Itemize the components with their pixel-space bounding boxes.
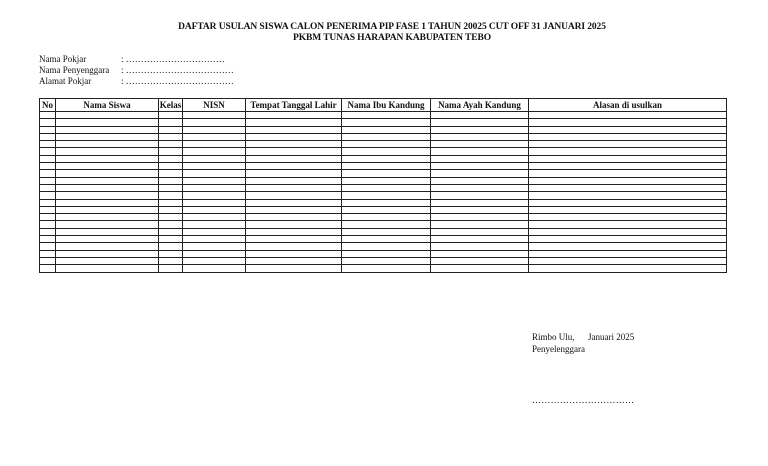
table-cell[interactable] (183, 199, 246, 206)
table-cell[interactable] (246, 112, 342, 119)
table-cell[interactable] (40, 206, 56, 213)
table-cell[interactable] (529, 250, 727, 257)
table-cell[interactable] (529, 119, 727, 126)
table-cell[interactable] (183, 133, 246, 140)
table-cell[interactable] (56, 119, 159, 126)
table-cell[interactable] (40, 221, 56, 228)
table-cell[interactable] (159, 206, 183, 213)
table-cell[interactable] (529, 265, 727, 272)
table-row (40, 170, 727, 177)
table-cell[interactable] (342, 148, 431, 155)
table-cell[interactable] (159, 214, 183, 221)
table-cell[interactable] (40, 265, 56, 272)
table-cell[interactable] (56, 170, 159, 177)
table-cell[interactable] (159, 250, 183, 257)
table-cell[interactable] (56, 155, 159, 162)
table-cell[interactable] (159, 155, 183, 162)
table-row (40, 192, 727, 199)
table-cell[interactable] (529, 155, 727, 162)
table-cell[interactable] (342, 119, 431, 126)
table-cell[interactable] (246, 184, 342, 191)
table-cell[interactable] (529, 126, 727, 133)
table-body (40, 112, 727, 273)
table-cell[interactable] (431, 221, 529, 228)
table-cell[interactable] (431, 199, 529, 206)
table-cell[interactable] (159, 170, 183, 177)
table-cell[interactable] (431, 170, 529, 177)
table-cell[interactable] (40, 228, 56, 235)
table-cell[interactable] (431, 184, 529, 191)
table-cell[interactable] (159, 119, 183, 126)
table-cell[interactable] (529, 177, 727, 184)
signature-role: Penyelenggara (532, 343, 585, 354)
table-cell[interactable] (183, 214, 246, 221)
table-cell[interactable] (529, 112, 727, 119)
table-cell[interactable] (183, 236, 246, 243)
table-row (40, 214, 727, 221)
info-row-alamat (39, 76, 234, 87)
table-cell[interactable] (56, 221, 159, 228)
signature-block (532, 332, 634, 355)
table-row (40, 126, 727, 133)
table-cell[interactable] (529, 184, 727, 191)
col-header-tempat-tanggal-lahir: Tempat Tanggal Lahir (246, 99, 342, 112)
table-cell[interactable] (246, 250, 342, 257)
table-cell[interactable] (342, 192, 431, 199)
table-cell[interactable] (56, 192, 159, 199)
table-cell[interactable] (56, 163, 159, 170)
table-cell[interactable] (183, 265, 246, 272)
table-cell[interactable] (159, 243, 183, 250)
table-cell[interactable] (342, 133, 431, 140)
table-cell[interactable] (40, 163, 56, 170)
info-label-penyenggara: Nama Penyenggara (39, 65, 110, 75)
table-cell[interactable] (342, 199, 431, 206)
col-header-no: No (40, 99, 56, 112)
table-cell[interactable] (342, 243, 431, 250)
table-cell[interactable] (56, 206, 159, 213)
table-cell[interactable] (159, 265, 183, 272)
table-cell[interactable] (431, 177, 529, 184)
col-header-nisn: NISN (183, 99, 246, 112)
table-cell[interactable] (431, 206, 529, 213)
table-cell[interactable] (159, 148, 183, 155)
table-cell[interactable] (431, 257, 529, 264)
table-cell[interactable] (183, 250, 246, 257)
table-cell[interactable] (40, 126, 56, 133)
table-cell[interactable] (529, 206, 727, 213)
table-cell[interactable] (183, 184, 246, 191)
table-cell[interactable] (246, 126, 342, 133)
table-cell[interactable] (40, 133, 56, 140)
table-cell[interactable] (529, 243, 727, 250)
table-cell[interactable] (56, 184, 159, 191)
table-cell[interactable] (342, 177, 431, 184)
table-cell[interactable] (56, 177, 159, 184)
table-cell[interactable] (159, 257, 183, 264)
table-cell[interactable] (431, 192, 529, 199)
table-cell[interactable] (56, 133, 159, 140)
table-cell[interactable] (159, 199, 183, 206)
table-cell[interactable] (40, 257, 56, 264)
table-cell[interactable] (342, 257, 431, 264)
table-row (40, 199, 727, 206)
col-header-alasan: Alasan di usulkan (529, 99, 727, 112)
table-cell[interactable] (342, 141, 431, 148)
table-row (40, 236, 727, 243)
table-cell[interactable] (40, 250, 56, 257)
table-cell[interactable] (40, 141, 56, 148)
table-cell[interactable] (40, 177, 56, 184)
table-cell[interactable] (40, 243, 56, 250)
table-cell[interactable] (431, 243, 529, 250)
table-cell[interactable] (56, 214, 159, 221)
col-header-nama-ayah: Nama Ayah Kandung (431, 99, 529, 112)
table-cell[interactable] (246, 236, 342, 243)
table-cell[interactable] (183, 112, 246, 119)
table-cell[interactable] (159, 192, 183, 199)
signature-place-date: Rimbo Ulu, Januari 2025 (532, 332, 635, 342)
table-cell[interactable] (40, 148, 56, 155)
table-cell[interactable] (159, 126, 183, 133)
table-cell[interactable] (342, 155, 431, 162)
table-cell[interactable] (246, 265, 342, 272)
table-cell[interactable] (183, 119, 246, 126)
info-value-alamat: : ……………………………… (121, 76, 234, 86)
table-cell[interactable] (342, 126, 431, 133)
table-cell[interactable] (56, 236, 159, 243)
table-cell[interactable] (56, 257, 159, 264)
table-row (40, 177, 727, 184)
table-cell[interactable] (431, 141, 529, 148)
table-cell[interactable] (183, 221, 246, 228)
table-row (40, 257, 727, 264)
table-header-row (40, 99, 727, 112)
table-cell[interactable] (342, 236, 431, 243)
info-block (39, 54, 234, 87)
table-cell[interactable] (159, 221, 183, 228)
table-cell[interactable] (431, 228, 529, 235)
table-cell[interactable] (56, 126, 159, 133)
table-row (40, 228, 727, 235)
table-cell[interactable] (246, 148, 342, 155)
table-cell[interactable] (159, 236, 183, 243)
table-cell[interactable] (246, 170, 342, 177)
table-cell[interactable] (431, 126, 529, 133)
info-label-pokjar: Nama Pokjar (39, 54, 87, 64)
table-cell[interactable] (159, 163, 183, 170)
col-header-kelas: Kelas (159, 99, 182, 110)
table-cell[interactable] (431, 214, 529, 221)
table-cell[interactable] (246, 177, 342, 184)
table-cell[interactable] (56, 112, 159, 119)
table-row (40, 133, 727, 140)
table-cell[interactable] (159, 141, 183, 148)
table-cell[interactable] (246, 155, 342, 162)
table-cell[interactable] (56, 141, 159, 148)
table-cell[interactable] (246, 163, 342, 170)
table-cell[interactable] (431, 265, 529, 272)
table-cell[interactable] (246, 119, 342, 126)
table-cell[interactable] (246, 243, 342, 250)
table-cell[interactable] (246, 221, 342, 228)
table-cell[interactable] (529, 257, 727, 264)
table-row (40, 119, 727, 126)
table-cell[interactable] (159, 177, 183, 184)
table-cell[interactable] (246, 206, 342, 213)
table-row (40, 148, 727, 155)
table-row (40, 155, 727, 162)
table-cell[interactable] (246, 214, 342, 221)
info-value-pokjar: : …………………………… (121, 54, 225, 64)
table-cell[interactable] (183, 206, 246, 213)
document-title: DAFTAR USULAN SISWA CALON PENERIMA PIP FASE 1 TAHUN 20025 CUT OFF 31 JANUARI 2025 (178, 22, 606, 32)
table-cell[interactable] (529, 221, 727, 228)
table-cell[interactable] (342, 221, 431, 228)
table-cell[interactable] (342, 206, 431, 213)
table-cell[interactable] (56, 243, 159, 250)
table-cell[interactable] (529, 199, 727, 206)
info-row-penyenggara (39, 65, 234, 76)
table-cell[interactable] (183, 257, 246, 264)
table-row (40, 243, 727, 250)
table-cell[interactable] (183, 228, 246, 235)
info-row-pokjar (39, 54, 234, 65)
table-cell[interactable] (159, 133, 183, 140)
signature-name-line: …………………………… (532, 395, 635, 405)
table-cell[interactable] (342, 112, 431, 119)
table-cell[interactable] (183, 155, 246, 162)
table-cell[interactable] (40, 236, 56, 243)
table-cell[interactable] (431, 250, 529, 257)
table-cell[interactable] (431, 148, 529, 155)
table-row (40, 184, 727, 191)
table-cell[interactable] (529, 236, 727, 243)
table-cell[interactable] (183, 148, 246, 155)
table-cell[interactable] (431, 119, 529, 126)
table-cell[interactable] (56, 148, 159, 155)
student-table (39, 98, 727, 273)
table-cell[interactable] (342, 170, 431, 177)
table-cell[interactable] (342, 250, 431, 257)
table-cell[interactable] (529, 192, 727, 199)
table-cell[interactable] (40, 170, 56, 177)
table-cell[interactable] (56, 250, 159, 257)
table-cell[interactable] (183, 141, 246, 148)
table-cell[interactable] (40, 199, 56, 206)
table-cell[interactable] (529, 141, 727, 148)
table-cell[interactable] (183, 243, 246, 250)
table-cell[interactable] (56, 265, 159, 272)
info-value-penyenggara: : ……………………………… (121, 65, 234, 75)
table-cell[interactable] (529, 228, 727, 235)
table-cell[interactable] (342, 214, 431, 221)
table-row (40, 206, 727, 213)
table-cell[interactable] (342, 228, 431, 235)
table-cell[interactable] (183, 177, 246, 184)
table-cell[interactable] (183, 192, 246, 199)
info-label-alamat: Alamat Pokjar (39, 76, 92, 86)
table-cell[interactable] (431, 163, 529, 170)
table-cell[interactable] (183, 170, 246, 177)
table-cell[interactable] (431, 112, 529, 119)
table-cell[interactable] (183, 163, 246, 170)
table-cell[interactable] (159, 184, 183, 191)
table-cell[interactable] (529, 148, 727, 155)
table-row (40, 221, 727, 228)
table-row (40, 265, 727, 272)
table-cell[interactable] (40, 119, 56, 126)
table-cell[interactable] (529, 170, 727, 177)
table-cell[interactable] (40, 192, 56, 199)
table-cell[interactable] (529, 133, 727, 140)
table-cell[interactable] (246, 228, 342, 235)
table-row (40, 141, 727, 148)
col-header-nama-ibu: Nama Ibu Kandung (342, 99, 431, 112)
table-cell[interactable] (246, 133, 342, 140)
table-cell[interactable] (431, 133, 529, 140)
document-subtitle: PKBM TUNAS HARAPAN KABUPATEN TEBO (293, 33, 491, 43)
table-row (40, 112, 727, 119)
table-cell[interactable] (342, 184, 431, 191)
col-header-nama-siswa: Nama Siswa (56, 99, 159, 112)
table-cell[interactable] (40, 214, 56, 221)
table-row (40, 250, 727, 257)
table-cell[interactable] (246, 257, 342, 264)
table-cell[interactable] (40, 155, 56, 162)
table-cell[interactable] (246, 141, 342, 148)
table-cell[interactable] (56, 228, 159, 235)
table-cell[interactable] (529, 214, 727, 221)
table-cell[interactable] (159, 112, 183, 119)
table-cell[interactable] (246, 192, 342, 199)
table-cell[interactable] (529, 163, 727, 170)
table-row (40, 163, 727, 170)
table-cell[interactable] (342, 163, 431, 170)
table-cell[interactable] (431, 236, 529, 243)
table-cell[interactable] (342, 265, 431, 272)
table-cell[interactable] (183, 126, 246, 133)
table-cell[interactable] (159, 228, 183, 235)
table-cell[interactable] (246, 199, 342, 206)
table-cell[interactable] (56, 199, 159, 206)
table-cell[interactable] (40, 184, 56, 191)
table-cell[interactable] (431, 155, 529, 162)
table-cell[interactable] (40, 112, 56, 119)
